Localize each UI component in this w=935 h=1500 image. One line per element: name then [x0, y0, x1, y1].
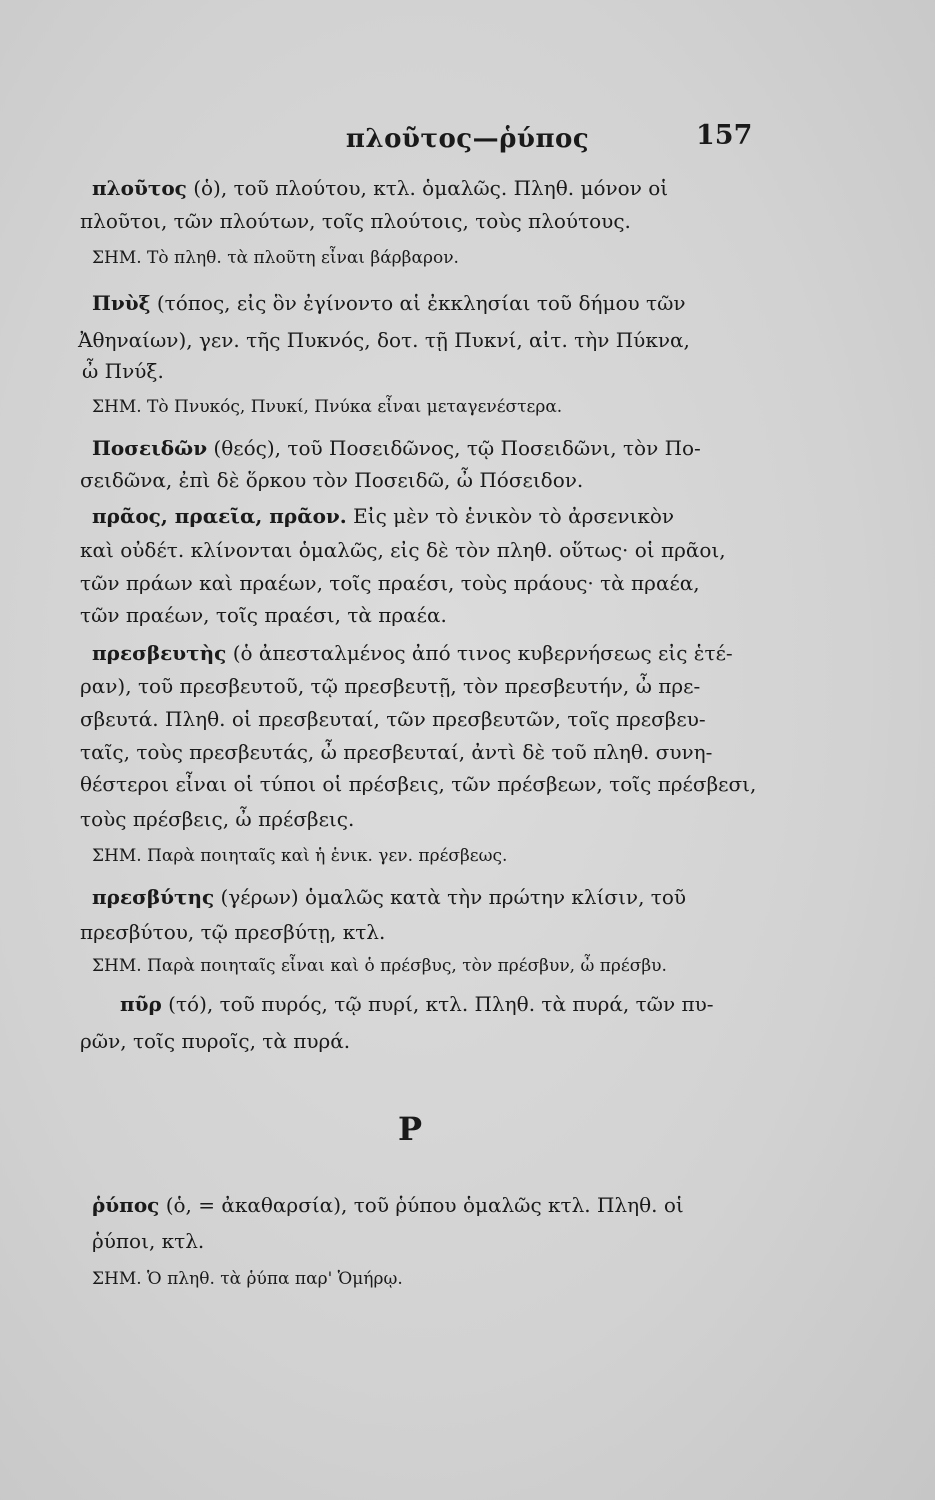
note-line: ΣΗΜ. Παρὰ ποιηταῖς εἶναι καὶ ὁ πρέσβυς, τὸν πρέσβυν, ὦ πρέσβυ.: [92, 956, 667, 976]
entry-line: Ἀθηναίων), γεν. τῆς Πυκνός, δοτ. τῇ Πυκνί, αἰτ. τὴν Πύκνα,: [78, 328, 690, 352]
entry-line: ὦ Πνύξ.: [82, 359, 164, 383]
entry-line: σβευτά. Πληθ. οἱ πρεσβευταί, τῶν πρεσβευτῶν, τοῖς πρεσβευ-: [80, 707, 706, 731]
entry-line: ῥύπος (ὁ, = ἀκαθαρσία), τοῦ ῥύπου ὁμαλῶς κτλ. Πληθ. οἱ: [92, 1193, 684, 1217]
entry-line: πλοῦτοι, τῶν πλούτων, τοῖς πλούτοις, τοὺς πλούτους.: [80, 209, 631, 233]
entry-line: τῶν πράων καὶ πραέων, τοῖς πραέσι, τοὺς πράους· τὰ πραέα,: [80, 571, 700, 595]
entry-line: ραν), τοῦ πρεσβευτοῦ, τῷ πρεσβευτῇ, τὸν πρεσβευτήν, ὦ πρε-: [80, 674, 701, 698]
entry-line: Πνὺξ (τόπος, εἰς ὃν ἐγίνοντο αἱ ἐκκλησίαι τοῦ δήμου τῶν: [92, 291, 686, 315]
entry-line: ρῶν, τοῖς πυροῖς, τὰ πυρά.: [80, 1029, 351, 1053]
entry-line: πλοῦτος (ὁ), τοῦ πλούτου, κτλ. ὁμαλῶς. Πληθ. μόνον οἱ: [92, 176, 669, 200]
headword: πλοῦτος: [92, 176, 187, 200]
entry-line: πρεσβύτης (γέρων) ὁμαλῶς κατὰ τὴν πρώτην κλίσιν, τοῦ: [92, 885, 687, 909]
entry-line: ῥύποι, κτλ.: [92, 1229, 205, 1253]
entry-line: πρᾶος, πραεῖα, πρᾶον. Εἰς μὲν τὸ ἑνικὸν τὸ ἀρσενικὸν: [92, 504, 675, 528]
note-line: ΣΗΜ. Ὁ πληθ. τὰ ῥύπα παρ' Ὁμήρῳ.: [92, 1269, 403, 1289]
headword: πῦρ: [120, 992, 162, 1016]
headword: πρεσβευτὴς: [92, 641, 227, 665]
headword: ῥύπος: [92, 1193, 160, 1217]
page-number: 157: [696, 120, 753, 151]
entry-line: πῦρ (τό), τοῦ πυρός, τῷ πυρί, κτλ. Πληθ. τὰ πυρά, τῶν πυ-: [120, 992, 714, 1016]
entry-line: σειδῶνα, ἐπὶ δὲ ὅρκου τὸν Ποσειδῶ, ὦ Πόσειδον.: [80, 468, 584, 492]
entry-line: τῶν πραέων, τοῖς πραέσι, τὰ πραέα.: [80, 603, 447, 627]
entry-line: τοὺς πρέσβεις, ὦ πρέσβεις.: [80, 807, 355, 831]
running-header: πλοῦτος—ῥύπος: [345, 124, 590, 154]
entry-line: θέστεροι εἶναι οἱ τύποι οἱ πρέσβεις, τῶν πρέσβεων, τοῖς πρέσβεσι,: [80, 772, 757, 796]
entry-line: Ποσειδῶν (θεός), τοῦ Ποσειδῶνος, τῷ Ποσειδῶνι, τὸν Πο-: [92, 436, 701, 460]
entry-line: πρεσβύτου, τῷ πρεσβύτῃ, κτλ.: [80, 920, 386, 944]
note-line: ΣΗΜ. Τὸ Πνυκός, Πνυκί, Πνύκα εἶναι μεταγενέστερα.: [92, 397, 563, 417]
headword: πρεσβύτης: [92, 885, 215, 909]
section-letter: Ρ: [398, 1110, 423, 1148]
entry-line: πρεσβευτὴς (ὁ ἀπεσταλμένος ἀπό τινος κυβερνήσεως εἰς ἑτέ-: [92, 641, 733, 665]
headword: πρᾶος, πραεῖα, πρᾶον.: [92, 504, 347, 528]
headword: Ποσειδῶν: [92, 436, 208, 460]
entry-line: καὶ οὐδέτ. κλίνονται ὁμαλῶς, εἰς δὲ τὸν πληθ. οὕτως· οἱ πρᾶοι,: [80, 538, 726, 562]
headword: Πνὺξ: [92, 291, 151, 315]
note-line: ΣΗΜ. Τὸ πληθ. τὰ πλοῦτη εἶναι βάρβαρον.: [92, 248, 459, 268]
note-line: ΣΗΜ. Παρὰ ποιηταῖς καὶ ἡ ἑνικ. γεν. πρέσβεως.: [92, 846, 508, 866]
entry-line: ταῖς, τοὺς πρεσβευτάς, ὦ πρεσβευταί, ἀντὶ δὲ τοῦ πληθ. συνη-: [80, 740, 713, 764]
